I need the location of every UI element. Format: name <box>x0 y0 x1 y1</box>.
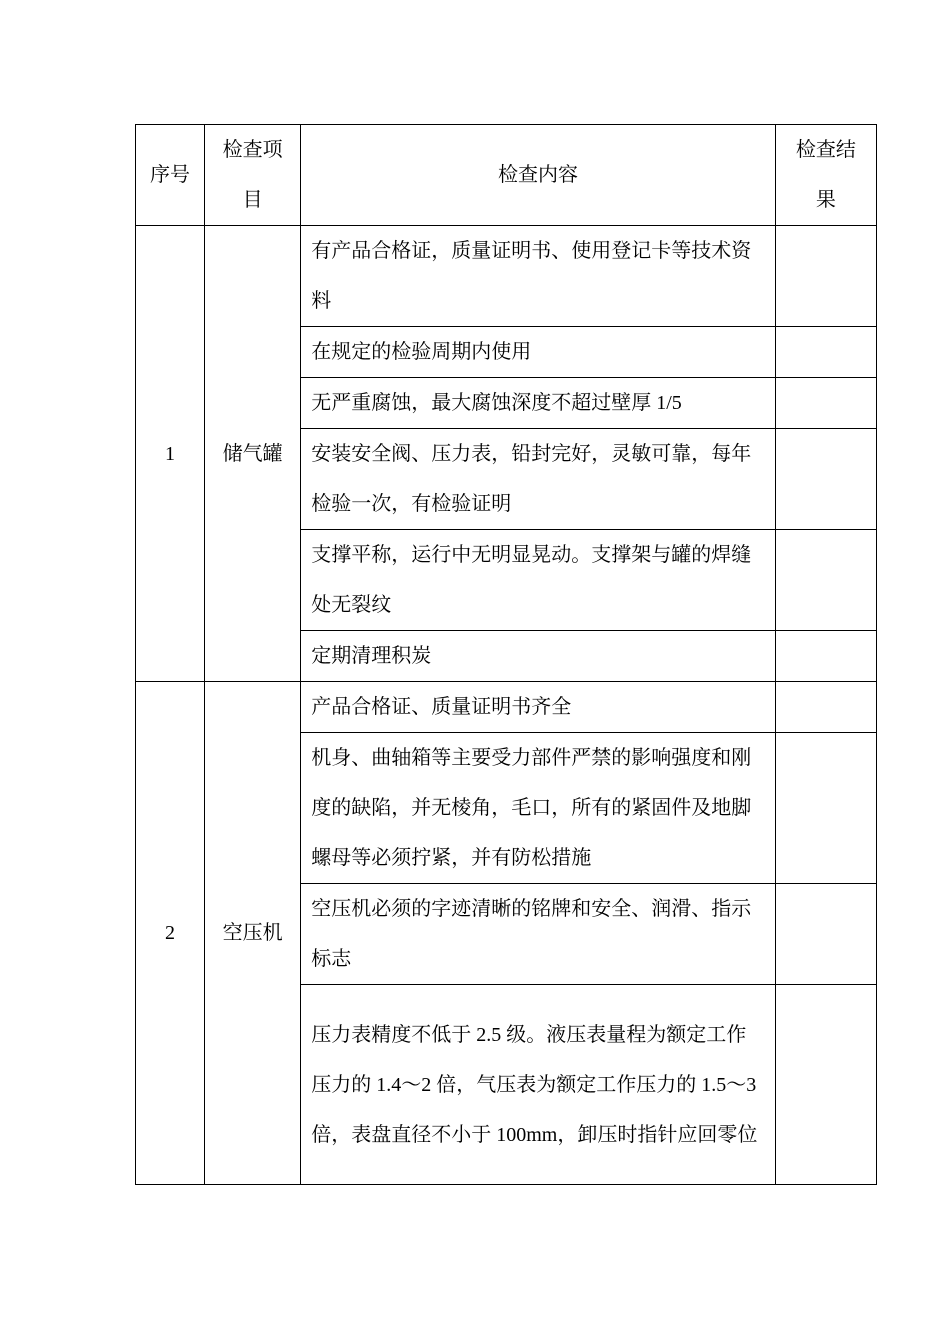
result-cell[interactable] <box>775 327 876 378</box>
result-cell[interactable] <box>775 631 876 682</box>
inspection-content: 压力表精度不低于 2.5 级。液压表量程为额定工作压力的 1.4～2 倍，气压表为额定工作压力的 1.5～3 倍，表盘直径不小于 100mm，卸压时指针应回零位 <box>301 985 776 1185</box>
header-content: 检查内容 <box>301 125 776 226</box>
inspection-content: 机身、曲轴箱等主要受力部件严禁的影响强度和刚度的缺陷，并无棱角，毛口，所有的紧固件及地脚螺母等必须拧紧，并有防松措施 <box>301 733 776 884</box>
inspection-item: 储气罐 <box>205 226 301 682</box>
table-row <box>136 226 877 327</box>
inspection-content: 有产品合格证，质量证明书、使用登记卡等技术资料 <box>301 226 776 327</box>
result-cell[interactable] <box>775 226 876 327</box>
result-cell[interactable] <box>775 429 876 530</box>
result-cell[interactable] <box>775 884 876 985</box>
inspection-content: 在规定的检验周期内使用 <box>301 327 776 378</box>
inspection-content: 空压机必须的字迹清晰的铭牌和安全、润滑、指示标志 <box>301 884 776 985</box>
inspection-table <box>135 124 877 1185</box>
inspection-item: 空压机 <box>205 682 301 1185</box>
inspection-content: 安装安全阀、压力表，铅封完好，灵敏可靠，每年检验一次，有检验证明 <box>301 429 776 530</box>
row-number: 2 <box>136 682 205 1185</box>
result-cell[interactable] <box>775 733 876 884</box>
header-no: 序号 <box>136 125 205 226</box>
result-cell[interactable] <box>775 682 876 733</box>
inspection-content: 无严重腐蚀，最大腐蚀深度不超过壁厚 1/5 <box>301 378 776 429</box>
header-item: 检查项目 <box>205 125 301 226</box>
result-cell[interactable] <box>775 378 876 429</box>
table-header-row <box>136 125 877 226</box>
table-row <box>136 682 877 733</box>
inspection-content: 定期清理积炭 <box>301 631 776 682</box>
inspection-content: 产品合格证、质量证明书齐全 <box>301 682 776 733</box>
row-number: 1 <box>136 226 205 682</box>
result-cell[interactable] <box>775 530 876 631</box>
header-result: 检查结果 <box>775 125 876 226</box>
inspection-content: 支撑平称，运行中无明显晃动。支撑架与罐的焊缝处无裂纹 <box>301 530 776 631</box>
result-cell[interactable] <box>775 985 876 1185</box>
